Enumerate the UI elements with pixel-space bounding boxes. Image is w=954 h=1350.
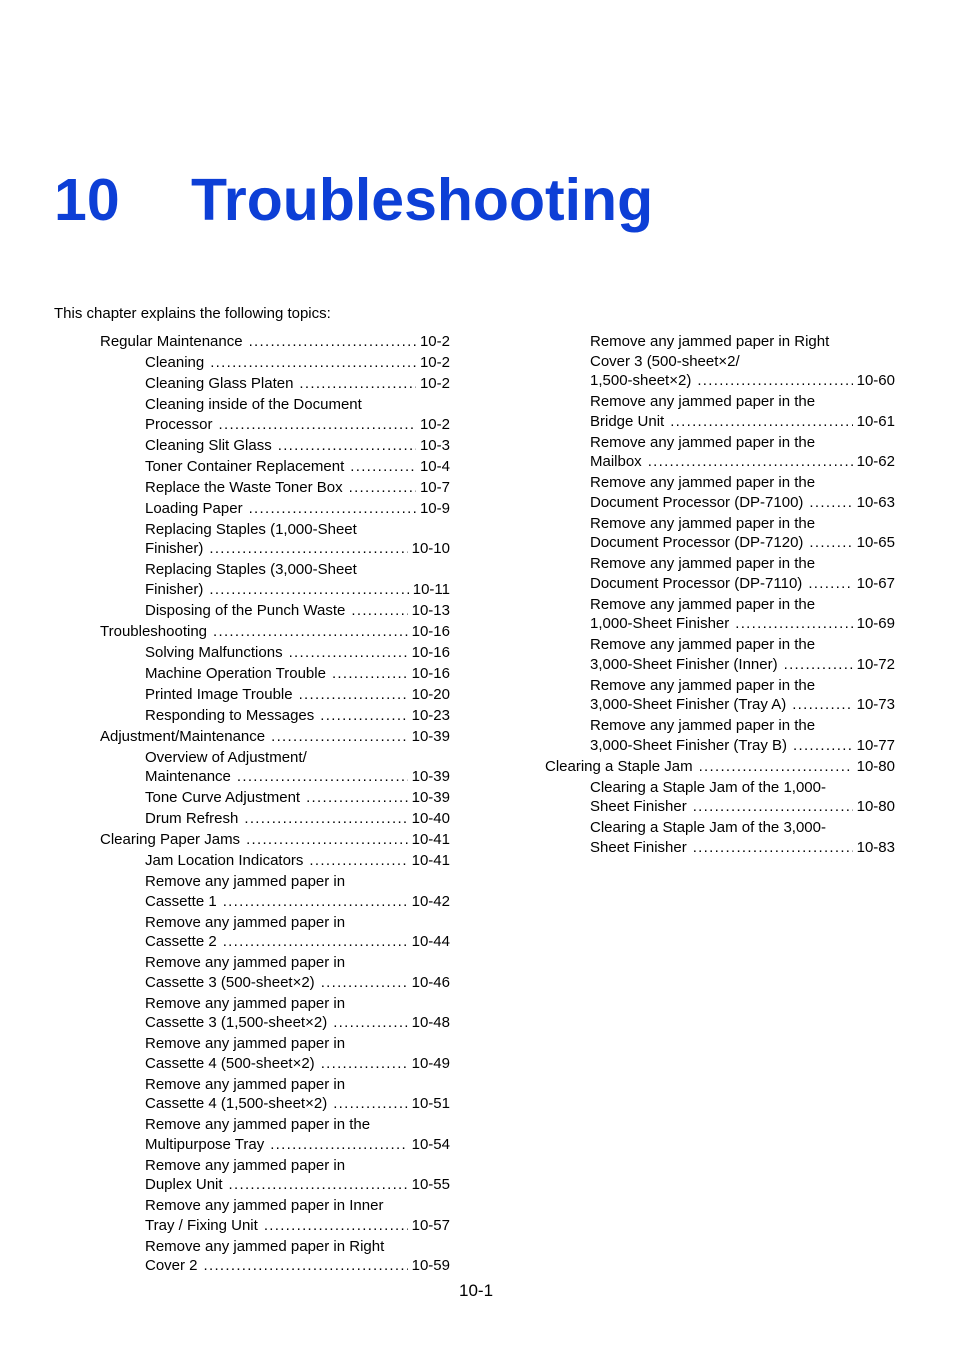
toc-entry-label: Remove any jammed paper in the — [590, 393, 816, 410]
toc-column-right — [0, 332, 895, 859]
toc-entry-label: 3,000-Sheet Finisher (Tray A) — [590, 696, 787, 713]
toc-entry-label: Finisher) — [145, 580, 204, 598]
toc-leader-dots — [204, 1256, 408, 1276]
toc-entry-page: 10-80 — [856, 757, 895, 775]
toc-entry-label: Multipurpose Tray — [145, 1135, 265, 1153]
toc-entry[interactable] — [590, 392, 895, 431]
toc-entry-page: 10-80 — [856, 798, 895, 815]
toc-entry-page: 10-69 — [856, 615, 895, 632]
chapter-title: Troubleshooting — [191, 167, 654, 233]
toc-entry-label: Cleaning — [145, 354, 205, 371]
toc-entry-label: 3,000-Sheet Finisher (Inner) — [590, 655, 778, 673]
toc-entry-label: 3,000-Sheet Finisher (Tray B) — [590, 736, 788, 754]
toc-entry-page: 10-59 — [411, 1257, 450, 1274]
toc-entry[interactable] — [545, 757, 895, 777]
toc-entry-page: 10-40 — [411, 810, 450, 827]
toc-entry-label: Troubleshooting — [100, 622, 208, 640]
toc-entry-label: Maintenance — [145, 768, 231, 785]
toc-entry-label: Processor — [145, 415, 213, 433]
toc-leader-dots — [693, 797, 853, 817]
toc-entry-label: Remove any jammed paper in the — [590, 676, 816, 694]
toc-entry-label: Remove any jammed paper in — [145, 873, 346, 890]
toc-entry-label: Remove any jammed paper in the — [590, 433, 816, 451]
toc-leader-dots — [697, 371, 852, 391]
toc-entry[interactable] — [145, 1115, 450, 1154]
toc-entry-page: 10-13 — [411, 601, 450, 619]
toc-entry-label: Remove any jammed paper in Right — [590, 333, 830, 350]
toc-leader-dots — [223, 932, 408, 952]
toc-entry-page: 10-3 — [419, 436, 450, 454]
toc-entry[interactable] — [145, 1156, 450, 1195]
toc-entry-label: Document Processor (DP-7100) — [590, 493, 804, 511]
toc-entry-label: Sheet Finisher — [590, 838, 687, 856]
toc-entry-label: Drum Refresh — [145, 810, 239, 827]
toc-entry-page: 10-41 — [411, 831, 450, 848]
toc-entry-page: 10-48 — [411, 1014, 450, 1031]
toc-entry-page: 10-11 — [412, 580, 450, 598]
toc-leader-dots — [792, 695, 852, 715]
toc-leader-dots — [264, 1216, 408, 1236]
toc-entry[interactable] — [145, 1196, 450, 1235]
toc-entry-label: Printed Image Trouble — [145, 685, 293, 703]
toc-entry-label: Responding to Messages — [145, 706, 315, 724]
toc-leader-dots — [784, 655, 853, 675]
toc-entry-label: Replacing Staples (1,000-Sheet — [145, 520, 357, 538]
toc-entry-label: Clearing a Staple Jam of the 3,000- — [590, 819, 826, 836]
toc-entry-label: Cleaning Slit Glass — [145, 436, 272, 454]
toc-entry-label: Remove any jammed paper in Inner — [145, 1197, 384, 1214]
toc-entry-label: Cover 3 (500-sheet×2/ — [590, 352, 740, 370]
toc-leader-dots — [808, 574, 852, 594]
toc-entry-page: 10-2 — [419, 354, 450, 371]
toc-entry-label: Document Processor (DP-7120) — [590, 534, 804, 551]
toc-entry[interactable] — [145, 1075, 450, 1114]
chapter-number: 10 — [54, 167, 120, 233]
toc-entry[interactable] — [590, 595, 895, 634]
toc-entry[interactable] — [590, 676, 895, 715]
toc-entry-page: 10-83 — [856, 838, 895, 856]
toc-entry-page: 10-10 — [411, 540, 450, 557]
toc-entry[interactable] — [145, 913, 450, 952]
toc-entry-label: Remove any jammed paper in the — [590, 717, 816, 734]
toc-entry-label: Tray / Fixing Unit — [145, 1216, 258, 1234]
toc-entry-label: Remove any jammed paper in — [145, 954, 346, 971]
toc-leader-dots — [648, 452, 853, 472]
toc-entry[interactable] — [145, 1034, 450, 1073]
toc-leader-dots — [321, 1054, 408, 1074]
toc-entry-page: 10-7 — [419, 478, 450, 496]
toc-entry-page: 10-2 — [419, 333, 450, 350]
toc-entry-page: 10-49 — [411, 1054, 450, 1072]
toc-entry-page: 10-65 — [856, 534, 895, 551]
toc-entry-page: 10-16 — [411, 622, 450, 640]
toc-entry-page: 10-57 — [411, 1216, 450, 1234]
toc-entry-label: Solving Malfunctions — [145, 643, 283, 661]
toc-entry-label: Jam Location Indicators — [145, 852, 304, 869]
toc-entry-page: 10-20 — [411, 685, 450, 703]
toc-entry-page: 10-39 — [411, 789, 450, 806]
toc-entry-label: Finisher) — [145, 540, 204, 557]
toc-entry-page: 10-73 — [856, 696, 895, 713]
toc-entry-page: 10-60 — [856, 372, 895, 389]
toc-entry-page: 10-44 — [411, 933, 450, 950]
toc-entry-label: Sheet Finisher — [590, 798, 687, 815]
toc-entry-page: 10-63 — [856, 493, 895, 511]
toc-entry-label: Adjustment/Maintenance — [100, 727, 266, 745]
toc-entry-label: Remove any jammed paper in — [145, 1156, 346, 1174]
toc-entry-label: Cassette 3 (500-sheet×2) — [145, 973, 315, 991]
toc-leader-dots — [809, 533, 852, 553]
toc-entry-page: 10-2 — [419, 375, 450, 392]
toc-entry[interactable] — [590, 778, 895, 817]
toc-entry-label: Remove any jammed paper in — [145, 994, 346, 1012]
toc-entry-label: Bridge Unit — [590, 412, 665, 430]
toc-entry-label: Machine Operation Trouble — [145, 664, 326, 682]
toc-entry[interactable] — [590, 554, 895, 593]
toc-entry-page: 10-46 — [411, 973, 450, 991]
toc-entry-label: Replacing Staples (3,000-Sheet — [145, 561, 357, 578]
toc-leader-dots — [333, 1094, 407, 1114]
toc-entry-label: Cassette 4 (1,500-sheet×2) — [145, 1095, 328, 1112]
toc-entry-label: Tone Curve Adjustment — [145, 789, 301, 806]
toc-leader-dots — [793, 736, 853, 756]
toc-entry-label: Loading Paper — [145, 499, 243, 517]
toc-entry-label: Cleaning Glass Platen — [145, 375, 294, 392]
toc-entry-label: Remove any jammed paper in the — [145, 1116, 371, 1133]
chapter-heading — [54, 164, 653, 236]
toc-leader-dots — [229, 1175, 408, 1195]
toc-leader-dots — [223, 892, 408, 912]
toc-entry-page: 10-4 — [419, 457, 450, 475]
toc-entry[interactable] — [590, 635, 895, 674]
toc-entry-page: 10-9 — [419, 499, 450, 517]
page-number: 10-1 — [459, 1281, 494, 1300]
toc-entry-page: 10-72 — [856, 655, 895, 673]
toc-entry[interactable] — [145, 994, 450, 1033]
toc-entry-page: 10-39 — [411, 768, 450, 785]
toc-entry-label: Cassette 4 (500-sheet×2) — [145, 1054, 315, 1072]
toc-entry-label: Cassette 1 — [145, 892, 217, 910]
toc-entry[interactable] — [590, 332, 895, 391]
toc-entry-label: Duplex Unit — [145, 1176, 223, 1193]
toc-entry-page: 10-41 — [411, 852, 450, 869]
toc-leader-dots — [809, 493, 852, 513]
toc-entry-label: Remove any jammed paper in — [145, 1035, 346, 1052]
toc-entry-page: 10-39 — [411, 727, 450, 745]
toc-entry-page: 10-2 — [419, 415, 450, 433]
toc-entry-label: Document Processor (DP-7110) — [590, 574, 803, 592]
toc-entry[interactable] — [145, 953, 450, 992]
toc-leader-dots — [670, 412, 852, 432]
toc-entry-label: Overview of Adjustment/ — [145, 748, 307, 766]
toc-entry[interactable] — [145, 872, 450, 911]
toc-entry-label: Clearing Paper Jams — [100, 831, 241, 848]
toc-entry-label: Cover 2 — [145, 1257, 198, 1274]
toc-entry[interactable] — [590, 716, 895, 755]
toc-entry-page: 10-54 — [411, 1135, 450, 1153]
toc-entry-label: 1,000-Sheet Finisher — [590, 615, 730, 632]
toc-entry-label: Remove any jammed paper in — [145, 913, 346, 931]
toc-entry[interactable] — [145, 1237, 450, 1276]
toc-entry-label: Replace the Waste Toner Box — [145, 478, 343, 496]
toc-entry[interactable] — [590, 514, 895, 553]
toc-leader-dots — [699, 757, 853, 777]
toc-leader-dots — [735, 614, 852, 634]
toc-entry-label: Remove any jammed paper in the — [590, 595, 816, 613]
toc-entry-label: Remove any jammed paper in Right — [145, 1237, 385, 1255]
toc-leader-dots — [270, 1135, 407, 1155]
toc-leader-dots — [693, 838, 853, 858]
toc-entry-label: Mailbox — [590, 453, 642, 470]
toc-entry-page: 10-16 — [411, 643, 450, 661]
toc-entry-label: 1,500-sheet×2) — [590, 372, 692, 389]
toc-entry-label: Cassette 2 — [145, 933, 217, 950]
toc-entry-label: Regular Maintenance — [100, 333, 243, 350]
toc-entry-label: Disposing of the Punch Waste — [145, 601, 346, 619]
toc-entry-page: 10-67 — [856, 574, 895, 592]
toc-entry-page: 10-61 — [856, 412, 895, 430]
toc-leader-dots — [321, 973, 408, 993]
toc-entry-label: Clearing a Staple Jam — [545, 757, 693, 775]
toc-entry[interactable] — [590, 473, 895, 512]
toc-entry-label: Remove any jammed paper in the — [590, 555, 816, 572]
toc-entry-label: Clearing a Staple Jam of the 1,000- — [590, 778, 826, 796]
toc-entry-page: 10-23 — [411, 706, 450, 724]
toc-entry-label: Cassette 3 (1,500-sheet×2) — [145, 1014, 328, 1031]
toc-entry-page: 10-62 — [856, 453, 895, 470]
toc-entry[interactable] — [590, 818, 895, 857]
toc-entry-label: Toner Container Replacement — [145, 457, 345, 475]
toc-entry-page: 10-77 — [856, 736, 895, 754]
toc-entry-page: 10-16 — [411, 664, 450, 682]
toc-leader-dots — [333, 1013, 407, 1033]
toc-entry-label: Remove any jammed paper in the — [590, 514, 816, 532]
toc-entry-label: Remove any jammed paper in the — [590, 636, 816, 653]
intro-text: This chapter explains the following topics: — [54, 305, 331, 322]
toc-entry-page: 10-42 — [411, 892, 450, 910]
toc-entry-page: 10-55 — [411, 1176, 450, 1193]
toc-entry[interactable] — [590, 433, 895, 472]
toc-entry-page: 10-51 — [411, 1095, 450, 1112]
toc-entry-label: Remove any jammed paper in the — [590, 474, 816, 491]
toc-entry-label: Cleaning inside of the Document — [145, 396, 362, 413]
toc-entry-label: Remove any jammed paper in — [145, 1075, 346, 1093]
